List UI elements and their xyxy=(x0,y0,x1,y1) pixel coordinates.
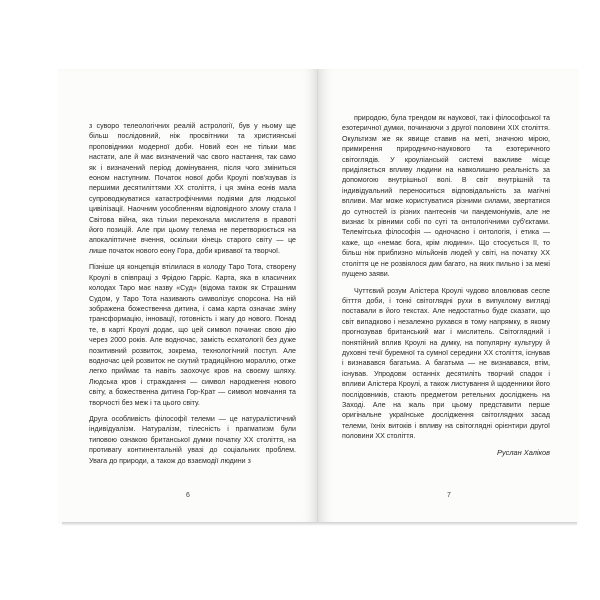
open-book xyxy=(58,69,579,524)
left-page-text xyxy=(89,121,296,472)
book-shadow xyxy=(62,522,577,526)
left-page xyxy=(58,69,318,524)
paragraph: природою, була трендом як наукової, так і філософської та езотеричної думки, починаючи з другої половини XIX століття. Окультизм же як явище ставив на меті, значною мірою, примирення природничо-наукового та езотеричного світоглядів. У кроуліанській системі важливе місце приділяється впливу людини на навколишню реальність за допомогою внутрішньої волі. В світ внутрішній та індивідуальний переноситься відповідальність за магічні впливи. Маг може користуватися різними силами, звертатися до сутностей із різних пантеонів чи пандемоніумів, але не визнає їх рівними собі по суті та онтологічними суб'єктами. Телемітська філософія — одночасно і онтологія, і етика — каже, що «немає бога, крім людини». Що стосується її, то більш ніж приблизно мільйонів людей у світі, на початку XX століття це не розвіялося дим багато, на яких пильно і за межі пущено заяви. xyxy=(342,114,550,279)
right-page-text xyxy=(342,113,550,458)
page-number-right: 7 xyxy=(447,492,451,499)
paragraph: з суворо телеологічних реалій астрології, був у ньому ще більш послідовний, ніж просвітники та християнські проповідники модерної доби. Новий еон не тільки має настати, але й має визначений час свого настання, так само як і визначений період домінування, після чого зміниться еоном наступним. Початок нової доби Кроулі пов'язував із першими десятиліттями XX століття, і ця зміна еонів мала супроводжуватися катастрофічними подіями для людської цивілізації. Наочним уособленням відповідного злому стала І Світова війна, яка тільки переконала мислителя в правоті його позицій. Але при цьому телема не перетворюється на апокаліптичне вчення, оскільки кінець старого світу — це лише початок нового еону Гора, доби кривавої та творчої. xyxy=(89,122,296,255)
author-signature: Руслан Халіков xyxy=(497,447,550,457)
paragraph: Друга особливість філософії телеми — це натуралістичний індивідуалізм. Натуралізм, тілесність і прагматизм були типовою ознакою британської думки початку XX століття, на противагу континентальній увазі до соціальних проблем. Увага до природи, а також до взаємодії людини з xyxy=(89,414,296,465)
page-number-left: 6 xyxy=(186,492,190,499)
right-page xyxy=(318,69,579,524)
paragraph: Чуттєвий розум Алістера Кроулі чудово вловлював сеспе бітття доби, і тонкі світоглядні рухи в випуклому вигляді поставали в його текстах. Але недостатньо буде сказати, що світ випадково і незалежно рухався в тому напрямку, в якому прогнозував британський маг і мислитель. Світоглядний і понятійний вплив Кроулі на думку, на популярну культуру й духовні течії буремної та сумної середини XX століття, існував і визнавався багатьма. А багатьма — не визнавався, втім, існував. Упродовж останніх десятиліть творчий спадок і впливи Алістера Кроулі, а також листування й щоденники його послідовників, стають предметом ретельних досліджень на Заході. Але на жаль при цьому представити перше оригінальне українське дослідження світоглядних засад телеми, їхніх витоків і впливу на світоглядні орієнтири другої половини XX століття. xyxy=(342,286,550,441)
paragraph: Пізніше ця концепція втілилася в колоду Таро Тота, створену Кроулі в співпраці з Фрідою Гарріс. Карта, яка в класичних колодах Таро має назву «Суд» (відома також як Страшним Судом, у Таро Тота називають символізує спорсона. На ній зображена божественна дитина, і сама карта означає зміну трансформацію, інновації, готовність і жагу до нового. Понад те, в карті Кроулі додає, що цей символ починає свою дію через 2000 років. Але водночас, замість есхатології без дуже позитивний розвиток, зокрема, технологічний поступ. Але водночас цей розвиток не скутий традиційною мораллю, отже легко приймає та навіть заохочує кров на своєму шляху. Людська кров і страждання — символ народження нового світу, а божественна дитина Гор-Крат — символ мовчання та творчості без меж і та цього світу. xyxy=(89,263,296,407)
